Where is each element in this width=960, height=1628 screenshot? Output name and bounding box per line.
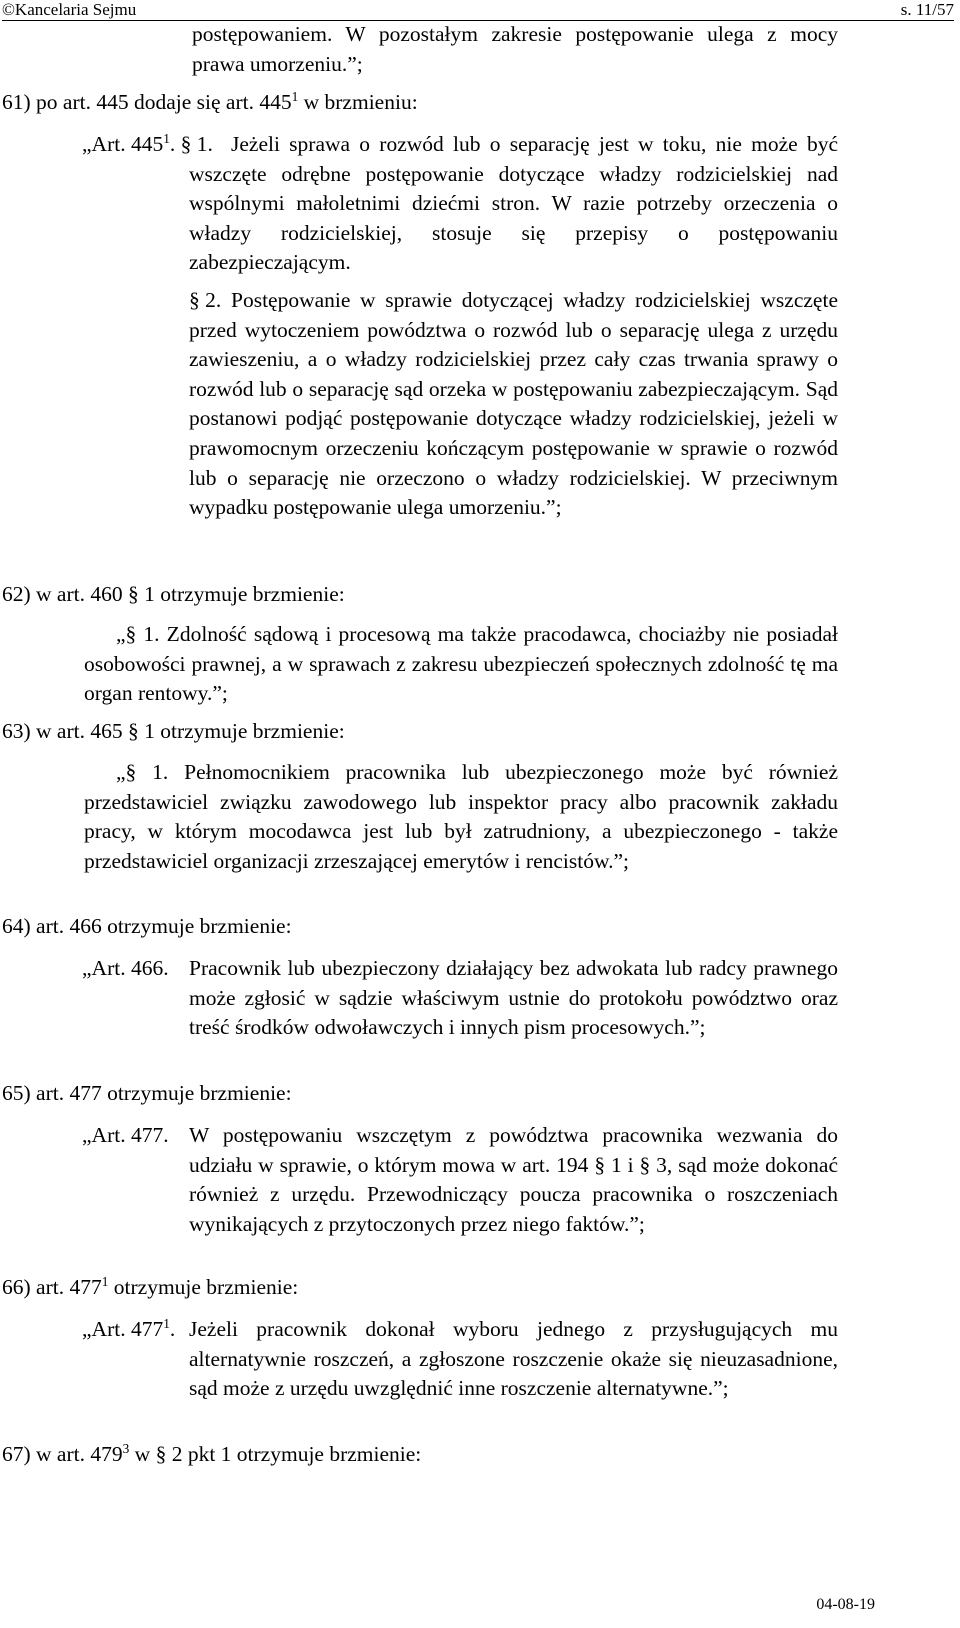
art-466-text: Pracownik lub ubezpieczony działający bez adwokata lub radcy prawnego może zgłosić w sądzie właściwym ustnie do protokołu powództwo oraz treść środków odwoławczych i innych pism procesowych.”;	[189, 956, 838, 1040]
art-445-1-par-1: Jeżeli sprawa o rozwód lub o separację jest w toku, nie może być wszczęte odrębne postępowanie dotyczące władzy rodzicielskiej nad wspólnymi małoletnimi dziećmi stron. W razie potrzeby orzeczenia o władzy rodzicielskiej, stosuje się przepisy o postępowaniu zabezpieczającym.	[189, 132, 838, 275]
page-number: s. 11/57	[900, 0, 954, 19]
footer-date: 04-08-19	[816, 1596, 875, 1613]
art-477-1-sup: 1	[163, 1315, 170, 1331]
art-477-text: W postępowaniu wszczętym z powództwa pracownika wezwania do udziału w sprawie, o którym mowa w art. 194 § 1 i § 3, sąd może dokonać również z urzędu. Przewodniczący poucza pracownika o roszczeniach wynikających z przytoczonych przez niego faktów.”;	[189, 1123, 838, 1236]
art-477-1-text: Jeżeli pracownik dokonał wyboru jednego z przysługujących mu alternatywnie roszczeń, a zgłoszone roszczenie okaże się nieuzasadnione, sąd może z urzędu uwzględnić inne roszczenie alternatywne.”;	[189, 1317, 838, 1401]
art-477-head: „Art. 477.	[82, 1123, 169, 1147]
item-67-prefix: 67) w art. 479	[2, 1442, 123, 1466]
art-445-1-suffix: . § 1.	[169, 132, 213, 156]
continuation-text: postępowaniem. W pozostałym zakresie postępowanie ulega z mocy prawa umorzeniu.”;	[192, 22, 838, 76]
item-67-suffix: w § 2 pkt 1 otrzymuje brzmienie:	[129, 1442, 422, 1466]
item-67-sup: 3	[122, 1440, 130, 1456]
item-66-sup: 1	[101, 1273, 109, 1289]
source-label: ©Kancelaria Sejmu	[2, 0, 137, 19]
item-66-prefix: 66) art. 477	[2, 1275, 102, 1299]
item-62-label: 62) w art. 460 § 1 otrzymuje brzmienie:	[2, 582, 345, 606]
item-61-sup: 1	[291, 88, 299, 104]
item-66-label	[2, 1273, 602, 1303]
art-477-1-suffix: .	[169, 1317, 176, 1341]
item-65-label: 65) art. 477 otrzymuje brzmienie:	[2, 1081, 292, 1105]
par-2-text: Postępowanie w sprawie dotyczącej władzy rodzicielskiej wszczęte przed wytoczeniem powództwa o rozwód lub o separację ulega z urzędu zawieszeniu, a o władzy rodzicielskiej przez cały czas trwania sprawy o rozwód lub o separację sąd orzeka w postępowaniu zabezpieczającym. Sąd postanowi podjąć postępowanie dotyczące władzy rodzicielskiej, jeżeli w prawomocnym orzeczeniu kończącym postępowanie w sprawie o rozwód lub o separację nie orzeczono o władzy rodzicielskiej. W przeciwnym wypadku postępowanie ulega umorzeniu.”;	[189, 288, 838, 520]
art-445-1-sup: 1	[163, 130, 170, 146]
art-445-1-prefix: „Art. 445	[82, 132, 164, 156]
item-61-tail: w brzmieniu:	[298, 90, 418, 114]
item-66-suffix: otrzymuje brzmienie:	[108, 1275, 299, 1299]
item-64-label: 64) art. 466 otrzymuje brzmienie:	[2, 914, 292, 938]
art-466-head: „Art. 466.	[82, 956, 169, 980]
item-63-label: 63) w art. 465 § 1 otrzymuje brzmienie:	[2, 719, 345, 743]
art-445-1-par-2	[189, 286, 838, 523]
item-61-label-text: 61) po art. 445 dodaje się art. 445	[2, 90, 292, 114]
item-63-text: „§ 1. Pełnomocnikiem pracownika lub ubezpieczonego może być również przedstawiciel związku zawodowego lub inspektor pracy albo pracownik zakładu pracy, w którym mocodawca jest lub był zatrudniony, a ubezpieczonego - także przedstawiciel organizacji zrzeszającej emerytów i rencistów.”;	[84, 760, 838, 873]
par-2-lead: § 2.	[189, 288, 222, 312]
art-477-1-prefix: „Art. 477	[82, 1317, 164, 1341]
page-header	[2, 0, 954, 22]
item-62-text: „§ 1. Zdolność sądową i procesową ma także pracodawca, chociażby nie posiadał osobowości prawnej, a w sprawach z zakresu ubezpieczeń społecznych zdolność tę ma organ rentowy.”;	[84, 622, 838, 706]
item-61-label	[2, 88, 702, 118]
art-477-1-head	[82, 1315, 192, 1345]
item-67-label	[2, 1440, 702, 1470]
